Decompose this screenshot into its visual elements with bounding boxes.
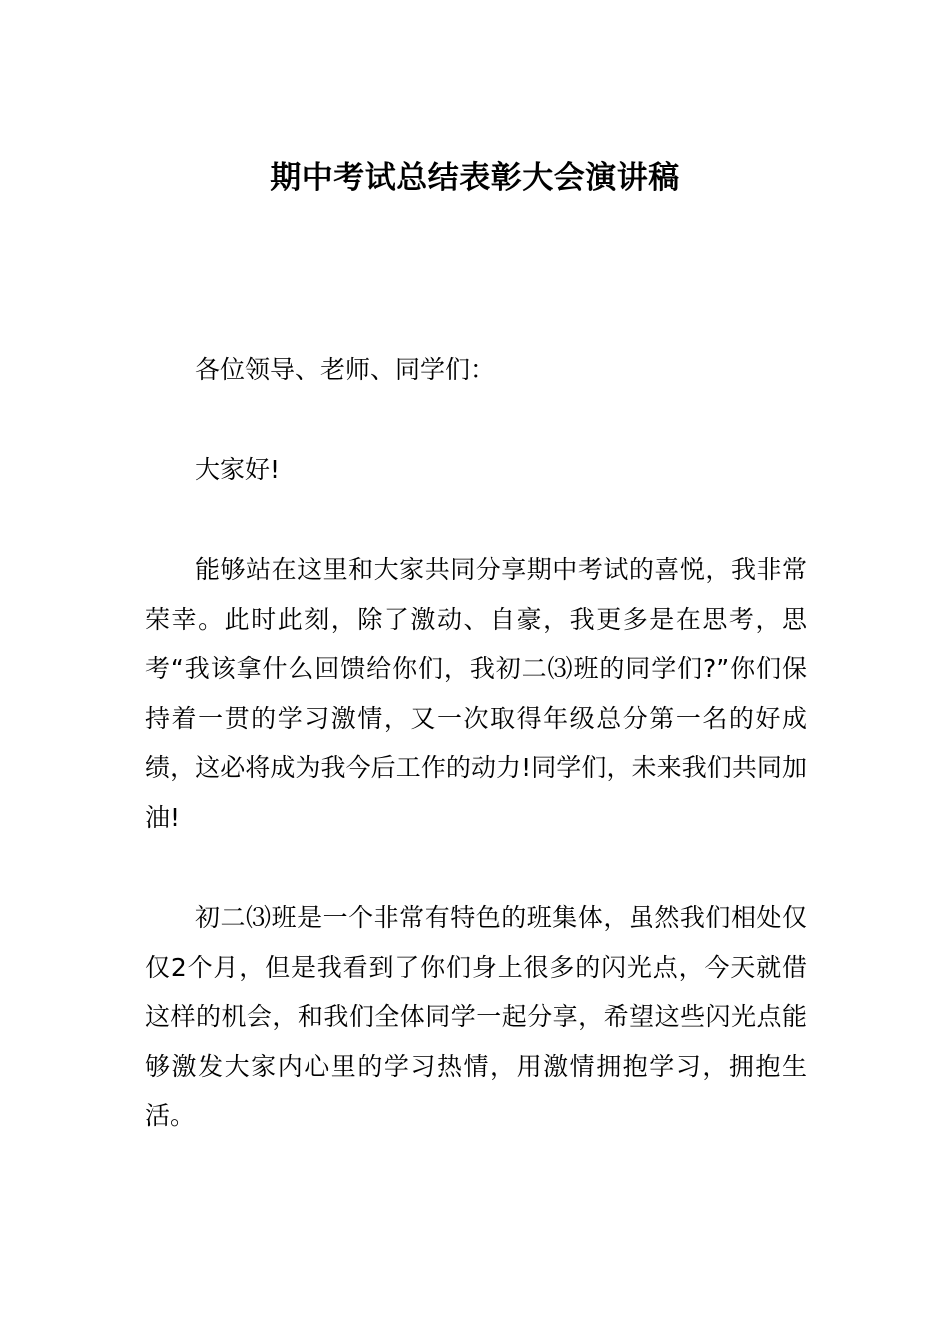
body-paragraph-1: 能够站在这里和大家共同分享期中考试的喜悦，我非常荣幸。此时此刻，除了激动、自豪，我更多是在思考，思考“我该拿什么回馈给你们，我初二⑶班的同学们?”你们保持着一贯的学习激情，又一次取得年级总分第一名的好成绩，这必将成为我今后工作的动力!同学们，未来我们共同加油! [145,555,807,832]
greeting-paragraph: 各位领导、老师、同学们： [195,355,496,384]
body-paragraph-2: 初二⑶班是一个非常有特色的班集体，虽然我们相处仅仅2个月，但是我看到了你们身上很多的闪光点，今天就借这样的机会，和我们全体同学一起分享，希望这些闪光点能够激发大家内心里的学习热情，用激情拥抱学习，拥抱生活。 [145,903,807,1131]
salutation-paragraph: 大家好! [195,455,281,484]
document-title: 期中考试总结表彰大会演讲稿 [270,160,680,196]
